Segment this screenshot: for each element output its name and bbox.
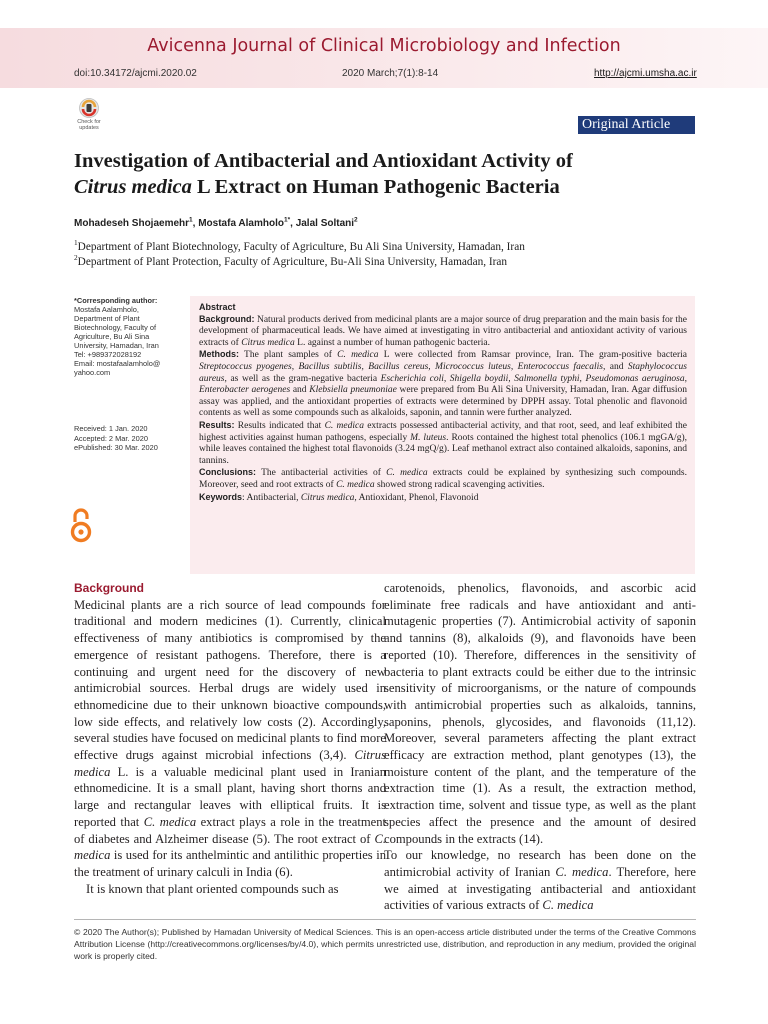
footer-divider (74, 919, 696, 920)
abstract-italic: C. medica (386, 468, 428, 479)
affiliation-1-marker: 1 (74, 238, 78, 248)
abstract-italic: Streptococcus pyogenes, Bacillus subtilis, Bacillus cereus, Micrococcus luteus, Enterococcus faecalis, (199, 361, 606, 372)
issue-citation: 2020 March;7(1):8-14 (342, 68, 439, 79)
abstract-italic: Escherichia coli, Shigella boydii, Salmonella typhi, Pseudomonas aeruginosa, Enterobacter aerogenes (199, 373, 687, 396)
abstract-heading: Abstract (199, 302, 236, 312)
abstract-text: The plant samples of (239, 350, 338, 361)
author-list (74, 218, 358, 229)
paper-title (74, 148, 714, 200)
body-paragraph (384, 847, 696, 914)
affiliation-2 (74, 255, 694, 270)
body-column-left (74, 580, 386, 897)
abstract-italic: Citrus medica (241, 337, 295, 348)
abstract-italic: M. luteus (410, 432, 447, 443)
open-access-icon (70, 508, 92, 544)
abstract-methods (199, 349, 687, 420)
abstract-conclusions-label: Conclusions: (199, 467, 257, 478)
abstract-italic: Staphylococcus aureus (199, 361, 687, 384)
title-species-italic: Citrus medica (74, 176, 192, 198)
abstract-text: : Antibacterial, (242, 492, 301, 503)
abstract-italic: C. medica (324, 420, 364, 431)
abstract-text: and (290, 385, 310, 396)
abstract-italic: Citrus medica (300, 492, 355, 503)
journal-url-link[interactable]: http://ajcmi.umsha.ac.ir (594, 68, 697, 79)
abstract-methods-label: Methods: (199, 349, 239, 360)
body-text: is used for its anthelmintic and antilithic properties in the treatment of urinary calculi in India (6). (74, 848, 386, 879)
affiliation-2-marker: 2 (74, 253, 78, 263)
abstract-text: and (605, 361, 628, 372)
abstract-text: , Antioxidant, Phenol, Flavonoid (354, 492, 479, 503)
author-2: Mostafa Alamholo (198, 218, 284, 229)
abstract-results (199, 420, 687, 467)
abstract-italic: C. medica (336, 479, 375, 490)
body-italic: C. medica (555, 864, 609, 879)
abstract-box (190, 296, 695, 574)
abstract-italic: Klebsiella pneumoniae (309, 385, 397, 396)
abstract-background-label: Background: (199, 313, 255, 324)
doi: doi:10.34172/ajcmi.2020.02 (74, 68, 197, 79)
received-date: Received: 1 Jan. 2020 (74, 424, 148, 433)
corresponding-author-line: University, Hamadan, Iran (74, 341, 159, 350)
body-text: extract plays a role in the treatment of diabetes and Alzheimer disease (5). The root extract of (74, 814, 386, 846)
corresponding-author-line: Biotechnology, Faculty of (74, 323, 157, 332)
abstract-text: L. against a number of human pathogenic bacteria. (294, 337, 490, 348)
author-3: Jalal Soltani (295, 218, 355, 229)
body-paragraph: It is known that plant oriented compounds such as (86, 881, 339, 896)
abstract-conclusions (199, 467, 687, 491)
corresponding-author-email[interactable]: Email: mostafaalamholo@ (74, 359, 161, 368)
epublished-date: ePublished: 30 Mar. 2020 (74, 443, 158, 452)
body-text: L. is a valuable medicinal plant used in Iranian ethnomedicine. It is a small plant, having short thorns and large and rectangular leaves with elliptical fruits. It is reported that (74, 764, 386, 829)
body-column-right (384, 580, 696, 914)
body-text: . Therefore, here we aimed at investigating antibacterial and antioxidant activities of various extracts of (384, 864, 696, 913)
abstract-italic: C. medica (337, 350, 379, 361)
author-separator: , (290, 218, 296, 229)
abstract-text: were prepared from Bu Ali Sina University, Hamadan, Iran. Agar diffusion assay was applied, and the antioxidant properties of extracts were determined by DPPH assay. Total phenolic and flavonoid contents as well as some compounds such as alkaloids, saponin, and tannin were further analyzed. (199, 385, 687, 419)
abstract-keywords (199, 492, 687, 505)
abstract-text: . Roots contained the highest total phenolics (106.1 mgGA/g), while leaves contained the highest total flavonoids (3.24 mgQ/g). Leaf methanol extract also contained alkaloids, saponins, and tannins. (199, 432, 687, 466)
abstract-keywords-label: Keywords (199, 491, 243, 502)
abstract-text: showed strong radical scavenging activities. (374, 479, 545, 490)
body-italic: C. medica (542, 898, 594, 913)
corresponding-author-phone: Tel: +989372028192 (74, 350, 142, 359)
abstract-text: extracts possessed antibacterial activity, and that root, seed, and leaf exhibited the highest activities against human pathogens, especially (199, 420, 687, 443)
corresponding-author-heading: *Corresponding author: (74, 296, 158, 305)
corresponding-author (74, 296, 186, 377)
body-italic: C. medica (74, 831, 386, 863)
abstract-text: L were collected from Ramsar province, Iran. The gram-positive bacteria (378, 350, 687, 361)
corresponding-author-line: Agriculture, Bu Ali Sina (74, 332, 150, 341)
author-2-affil: 1* (283, 216, 291, 224)
abstract-text: The antibacterial activities of (256, 468, 387, 479)
abstract-text: Natural products derived from medicinal plants are a major source of drug preparation and the main basis for the development of pharmaceutical leads. We have aimed at investigating in vitro antibacterial and antioxidant activity of various extracts of (199, 314, 687, 348)
author-separator: , (192, 218, 199, 229)
affiliation-1-text: Department of Plant Biotechnology, Faculty of Agriculture, Bu Ali Sina University, Hamadan, Iran (77, 241, 525, 253)
affiliations (74, 240, 694, 270)
check-for-updates-badge[interactable] (74, 98, 104, 134)
corresponding-author-line: Department of Plant (74, 314, 140, 323)
body-italic: Citrus medica (74, 748, 386, 779)
body-italic: C. medica (143, 814, 197, 829)
title-line-2-rest: L Extract on Human Pathogenic Bacteria (191, 176, 560, 198)
abstract-text: Results indicated that (234, 420, 325, 431)
check-for-updates-label: Check for updates (77, 119, 101, 131)
title-line-2 (74, 174, 714, 200)
body-paragraph (74, 597, 386, 881)
accepted-date: Accepted: 2 Mar. 2020 (74, 433, 148, 443)
article-dates (74, 424, 186, 453)
author-3-affil: 2 (354, 216, 358, 224)
title-line-1: Investigation of Antibacterial and Antioxidant Activity of (74, 150, 573, 172)
license-footer: © 2020 The Author(s); Published by Hamadan University of Medical Sciences. This is an open-access article distributed under the terms of the Creative Commons Attribution License (http://creativecommons.org/licenses/by/4.0), which permits unrestricted use, distribution, and reproduction in any medium, provided the original work is properly cited. (74, 927, 696, 961)
author-1-affil: 1 (189, 216, 193, 224)
article-type-badge: Original Article (578, 116, 695, 134)
abstract-text: , as well as the gram-negative bacteria (224, 373, 381, 384)
check-for-updates-icon (74, 98, 104, 120)
body-paragraph: carotenoids, phenolics, flavonoids, and ascorbic acid eliminate free radicals and have antioxidant and anti-mutagenic properties (7). Antimicrobial activity of saponin and tannins (8), alkaloids (9), and flavonoids have been reported (10). Therefore, differences in the sensitivity of bacteria to plant extracts could be either due to the intrinsic sensitivity of microorganisms, or the nature of compounds with antimicrobial properties such as alkaloids, tannins, saponins, phenols, glycosides, and flavonoids (11,12). Moreover, several parameters affecting the plant extract efficacy are extraction method, plant genotypes (13), the moisture content of the plant, and the temperature of the extraction time (1). As a result, the extraction method, extraction time, solvent and tissue type, as well as the plant species affect the presence and the amount of desired compounds in the extracts (14). (384, 581, 696, 846)
body-text: To our knowledge, no research has been done on the antimicrobial activity of Iranian (384, 848, 696, 879)
abstract-background (199, 314, 687, 350)
corresponding-author-line: Mostafa Aalamholo, (74, 305, 139, 314)
affiliation-1 (74, 240, 694, 255)
section-heading-background: Background (74, 581, 145, 595)
journal-title: Avicenna Journal of Clinical Microbiology and Infection (147, 36, 621, 56)
affiliation-2-text: Department of Plant Protection, Faculty of Agriculture, Bu-Ali Sina University, Hamadan, Iran (77, 256, 508, 268)
corresponding-author-email-cont[interactable]: yahoo.com (74, 368, 111, 377)
body-text: Medicinal plants are a rich source of lead compounds for traditional and modern medicines (1). Currently, clinical effectiveness of many antibiotics is compromised by the emergence of resistant pathogens. Therefore, there is a continuing and urgent need for the discovery of new antimicrobial sources. Herbal drugs are widely used in ethnomedicine due to their unknown bioactive compounds, low side effects, and relatively low costs (2). Accordingly, several studies have focused on medicinal plants to find more effective drugs against microbial infections (3,4). (74, 597, 386, 763)
author-1: Mohadeseh Shojaemehr (74, 218, 190, 229)
abstract-text: extracts could be explained by synthesizing such compounds. Moreover, seed and root extracts of (199, 468, 687, 490)
abstract-results-label: Results: (199, 419, 235, 430)
